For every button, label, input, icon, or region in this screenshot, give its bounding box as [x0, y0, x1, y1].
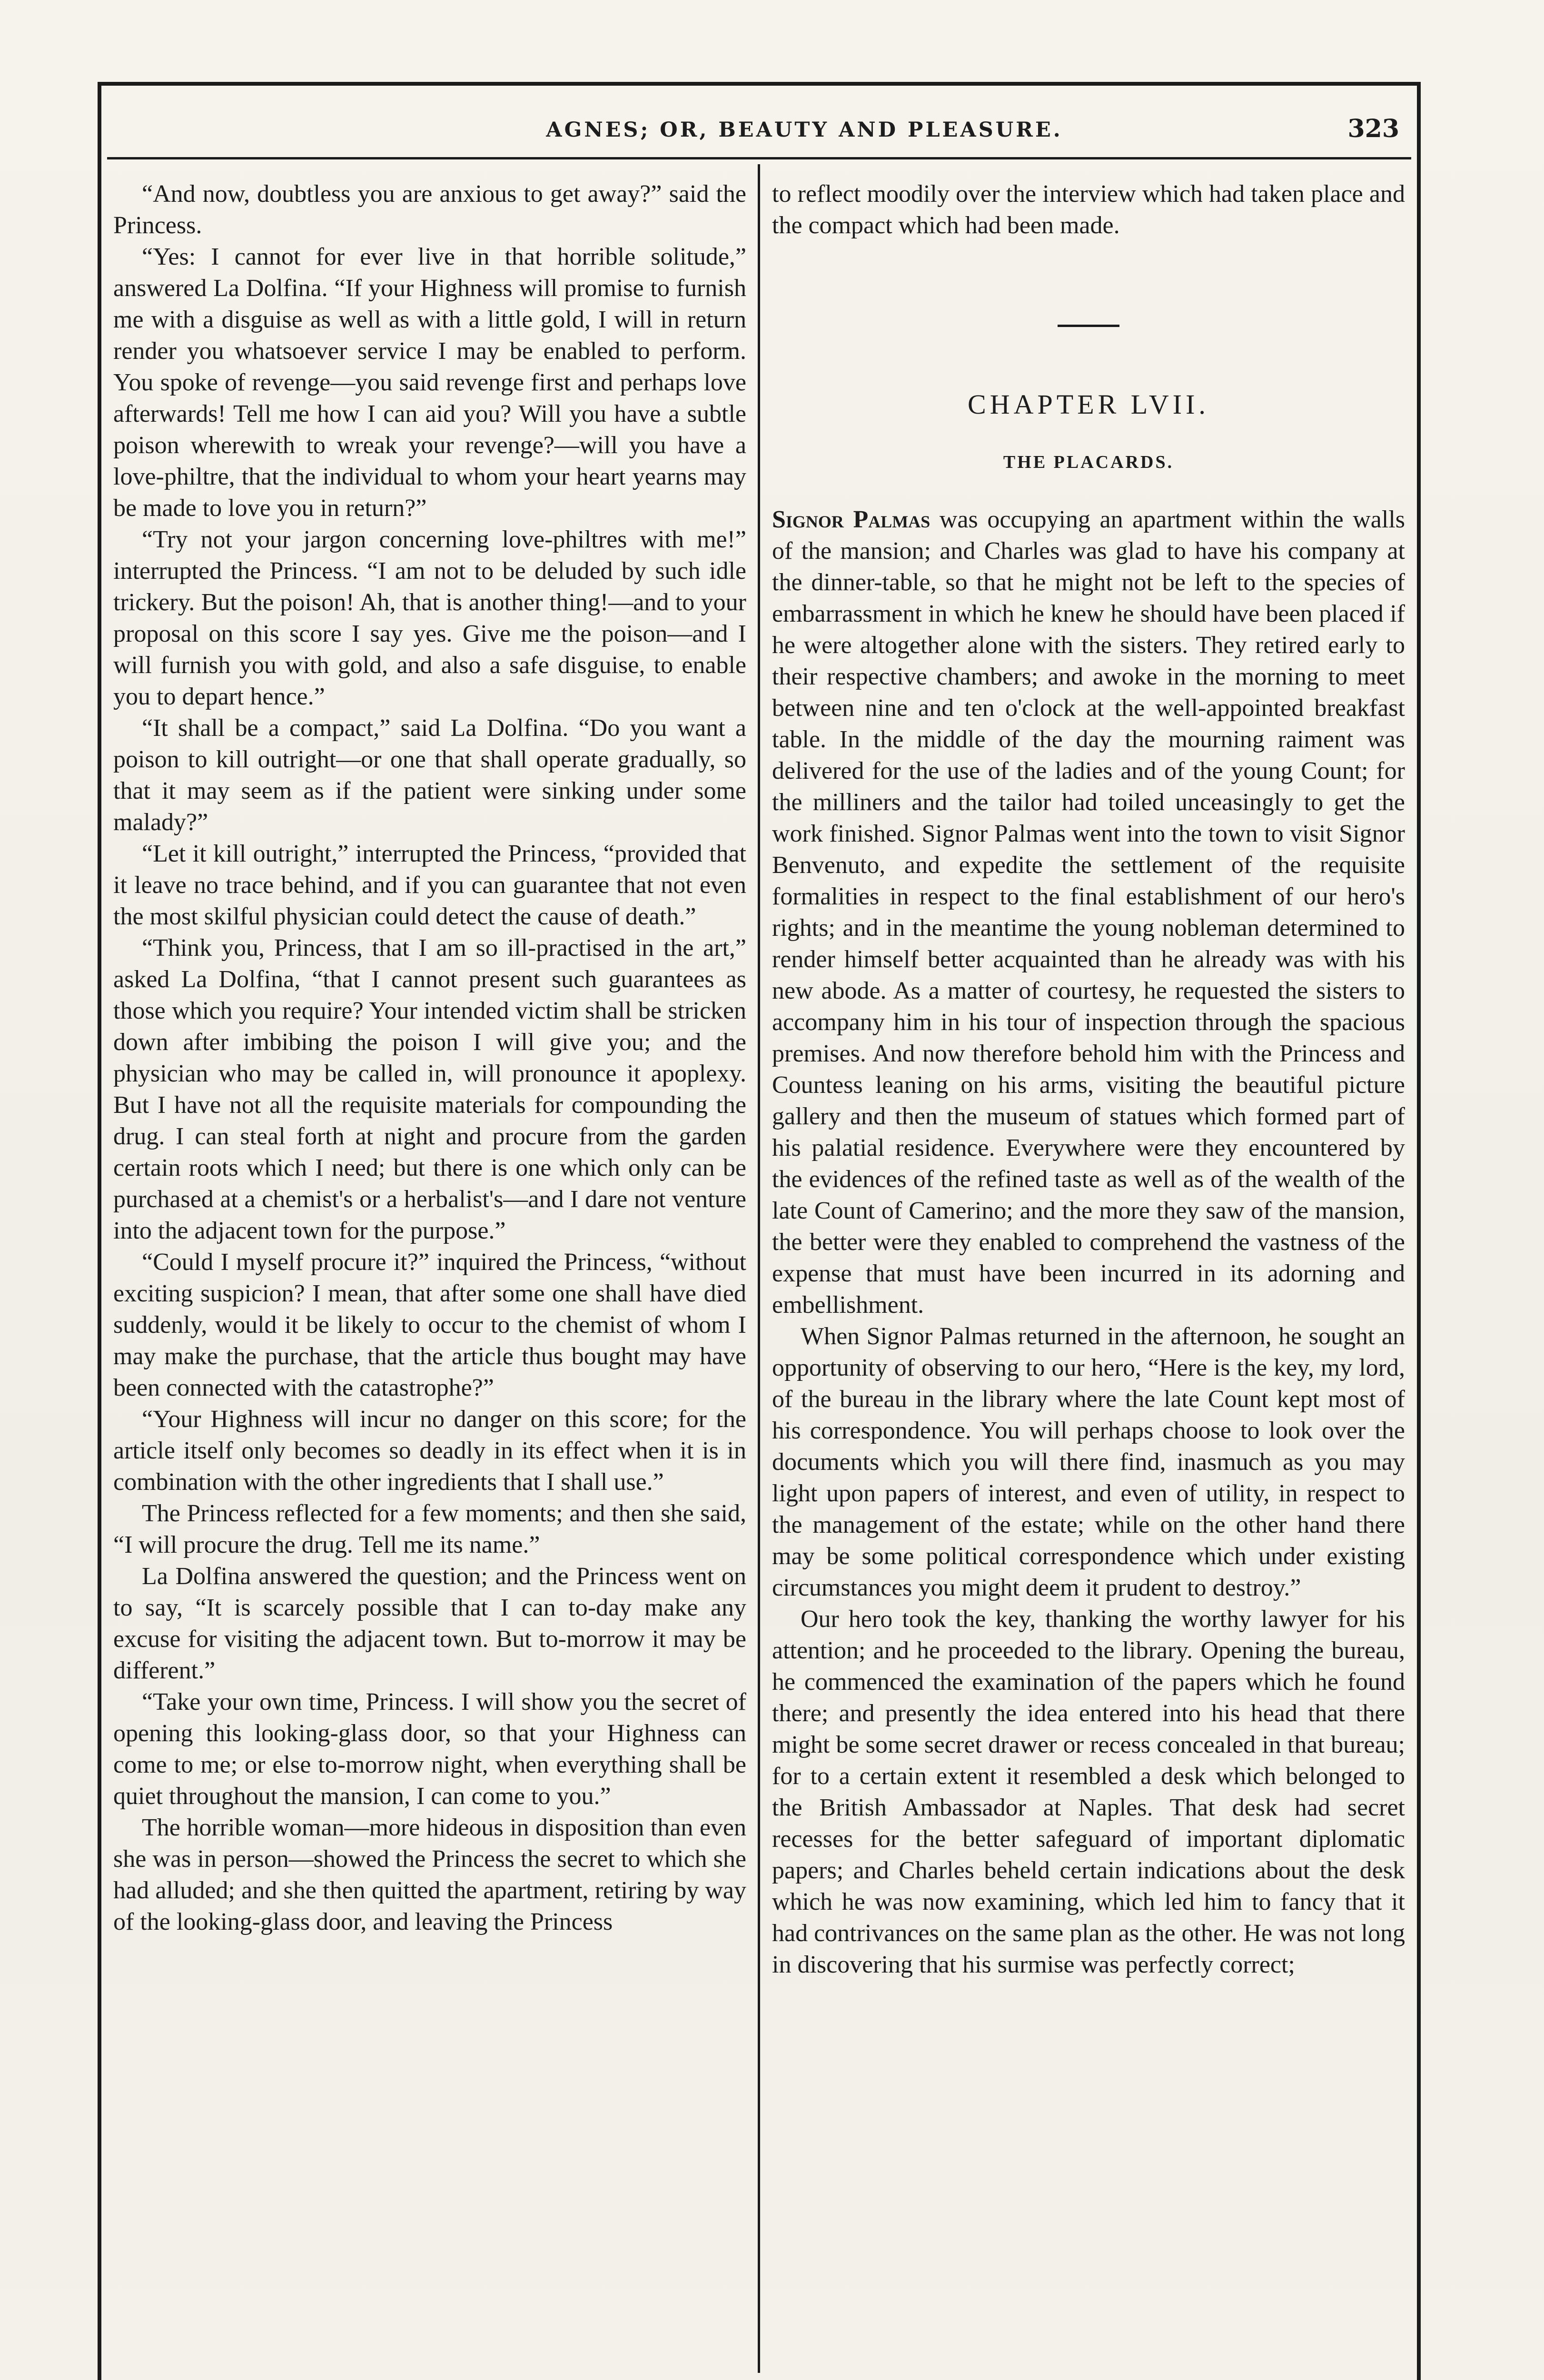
paragraph-text: was occupying an apartment within the walls of the mansion; and Charles was glad to have his company at the dinner-table, so that he might not be left to the species of embarrassment in which he knew he should have been placed if he were altogether alone with the sisters. They retired early to their respective chambers; and awoke in the morning to meet between nine and ten o'clock at the well-appointed breakfast table. In the middle of the day the mourning raiment was delivered for the use of the ladies and of the young Count; for the milliners and the tailor had toiled unceasingly to get the work finished. Signor Palmas went into the town to visit Signor Benvenuto, and expedite the settlement of the requisite formalities in respect to the final establishment of our hero's rights; and in the meantime the young nobleman determined to render himself better acquainted than he already was with his new abode. As a matter of courtesy, he requested the sisters to accompany him in his tour of inspection through the spacious premises. And now therefore behold him with the Princess and Countess leaning on his arms, visiting the beautiful picture gallery and then the museum of statues which formed part of his palatial residence. Everywhere were they encountered by the evidences of the refined taste as well as of the wealth of the late Count of Camerino; and the more they saw of the mansion, the better were they enabled to comprehend the vastness of the expense that must have been incurred in its adorning and embellishment.	[772, 506, 1405, 1319]
paragraph-continuation: to reflect moodily over the interview which had taken place and the compact which had been made.	[772, 180, 1405, 239]
paragraph: Our hero took the key, thanking the worthy lawyer for his attention; and he proceeded to the library. Opening the bureau, he commenced the examination of the papers which he found there; and presently the idea entered into his head that there might be some secret drawer or recess concealed in that bureau; for to a certain extent it resembled a desk which belonged to the British Ambassador at Naples. That desk had secret recesses for the better safeguard of important diplomatic papers; and Charles beheld certain indications about the desk which he was now examining, which led him to fancy that it had contrivances on the same plan as the other. He was not long in discovering that his surmise was perfectly correct;	[772, 1606, 1405, 1978]
chapter-separator-rule	[1058, 325, 1119, 327]
paragraph: “Could I myself procure it?” inquired the Princess, “without exciting suspicion? I mean, that after some one shall have died suddenly, would it be likely to occur to the chemist of whom I may make the purchase, that the article thus bought may have been connected with the catastrophe?”	[113, 1249, 746, 1401]
left-column	[113, 178, 746, 1938]
paragraph: “Let it kill outright,” interrupted the Princess, “provided that it leave no trace behind, and if you can guarantee that not even the most skilful physician could detect the cause of death.”	[113, 840, 746, 930]
header-rule	[107, 157, 1411, 159]
paragraph: “It shall be a compact,” said La Dolfina. “Do you want a poison to kill outright—or one that shall operate gradually, so that it may seem as if the patient were sinking under some malady?”	[113, 714, 746, 836]
chapter-title: CHAPTER LVII.	[968, 389, 1209, 420]
paragraph: “Take your own time, Princess. I will show you the secret of opening this looking-glass door, so that your Highness can come to me; or else to-morrow night, when everything shall be quiet throughout the mansion, I can come to you.”	[113, 1688, 746, 1810]
paragraph: “Yes: I cannot for ever live in that horrible solitude,” answered La Dolfina. “If your Highness will promise to furnish me with a disguise as well as with a little gold, I will in return render you whatsoever service I may be enabled to perform. You spoke of revenge—you said revenge first and perhaps love afterwards! Tell me how I can aid you? Will you have a subtle poison wherewith to wreak your revenge?—will you have a love-philtre, that the individual to whom your heart yearns may be made to love you in return?”	[113, 243, 746, 522]
paragraph: “Your Highness will incur no danger on this score; for the article itself only becomes so deadly in its effect when it is in combination with the other ingredients that I shall use.”	[113, 1406, 746, 1496]
chapter-subtitle: THE PLACARDS.	[1003, 452, 1174, 472]
paragraph: “And now, doubtless you are anxious to get away?” said the Princess.	[113, 180, 746, 239]
opening-small-caps: Signor Palmas	[772, 506, 930, 533]
paragraph: The Princess reflected for a few moments; and then she said, “I will procure the drug. Tell me its name.”	[113, 1500, 746, 1558]
running-head: AGNES; OR, BEAUTY AND PLEASURE.	[546, 118, 1063, 142]
chapter-opening-paragraph	[772, 504, 1405, 1321]
paragraph: When Signor Palmas returned in the afternoon, he sought an opportunity of observing to our hero, “Here is the key, my lord, of the bureau in the library where the late Count kept most of his correspondence. You will perhaps choose to look over the documents which you will there find, inasmuch as you may light upon papers of interest, and even of utility, in respect to the management of the estate; while on the other hand there may be some political correspondence which under existing circumstances you might deem it prudent to destroy.”	[772, 1323, 1405, 1601]
page-number: 323	[1347, 114, 1399, 143]
paragraph: The horrible woman—more hideous in disposition than even she was in person—showed the Princess the secret to which she had alluded; and she then quitted the apartment, retiring by way of the looking-glass door, and leaving the Princess	[113, 1814, 746, 1935]
paragraph: “Think you, Princess, that I am so ill-practised in the art,” asked La Dolfina, “that I cannot present such guarantees as those which you require? Your intended victim shall be stricken down after imbibing the poison I will give you; and the physician who may be called in, will pronounce it apoplexy. But I have not all the requisite materials for compounding the drug. I can steal forth at night and procure from the garden certain roots which I need; but there is one which only can be purchased at a chemist's or a herbalist's—and I dare not venture into the adjacent town for the purpose.”	[113, 934, 746, 1244]
right-column	[772, 178, 1405, 1981]
paragraph: La Dolfina answered the question; and the Princess went on to say, “It is scarcely possible that I can to-day make any excuse for visiting the adjacent town. But to-morrow it may be different.”	[113, 1563, 746, 1684]
paragraph: “Try not your jargon concerning love-philtres with me!” interrupted the Princess. “I am not to be deluded by such idle trickery. But the poison! Ah, that is another thing!—and to your proposal on this score I say yes. Give me the poison—and I will furnish you with gold, and also a safe disguise, to enable you to depart hence.”	[113, 526, 746, 710]
column-divider	[758, 164, 760, 2373]
